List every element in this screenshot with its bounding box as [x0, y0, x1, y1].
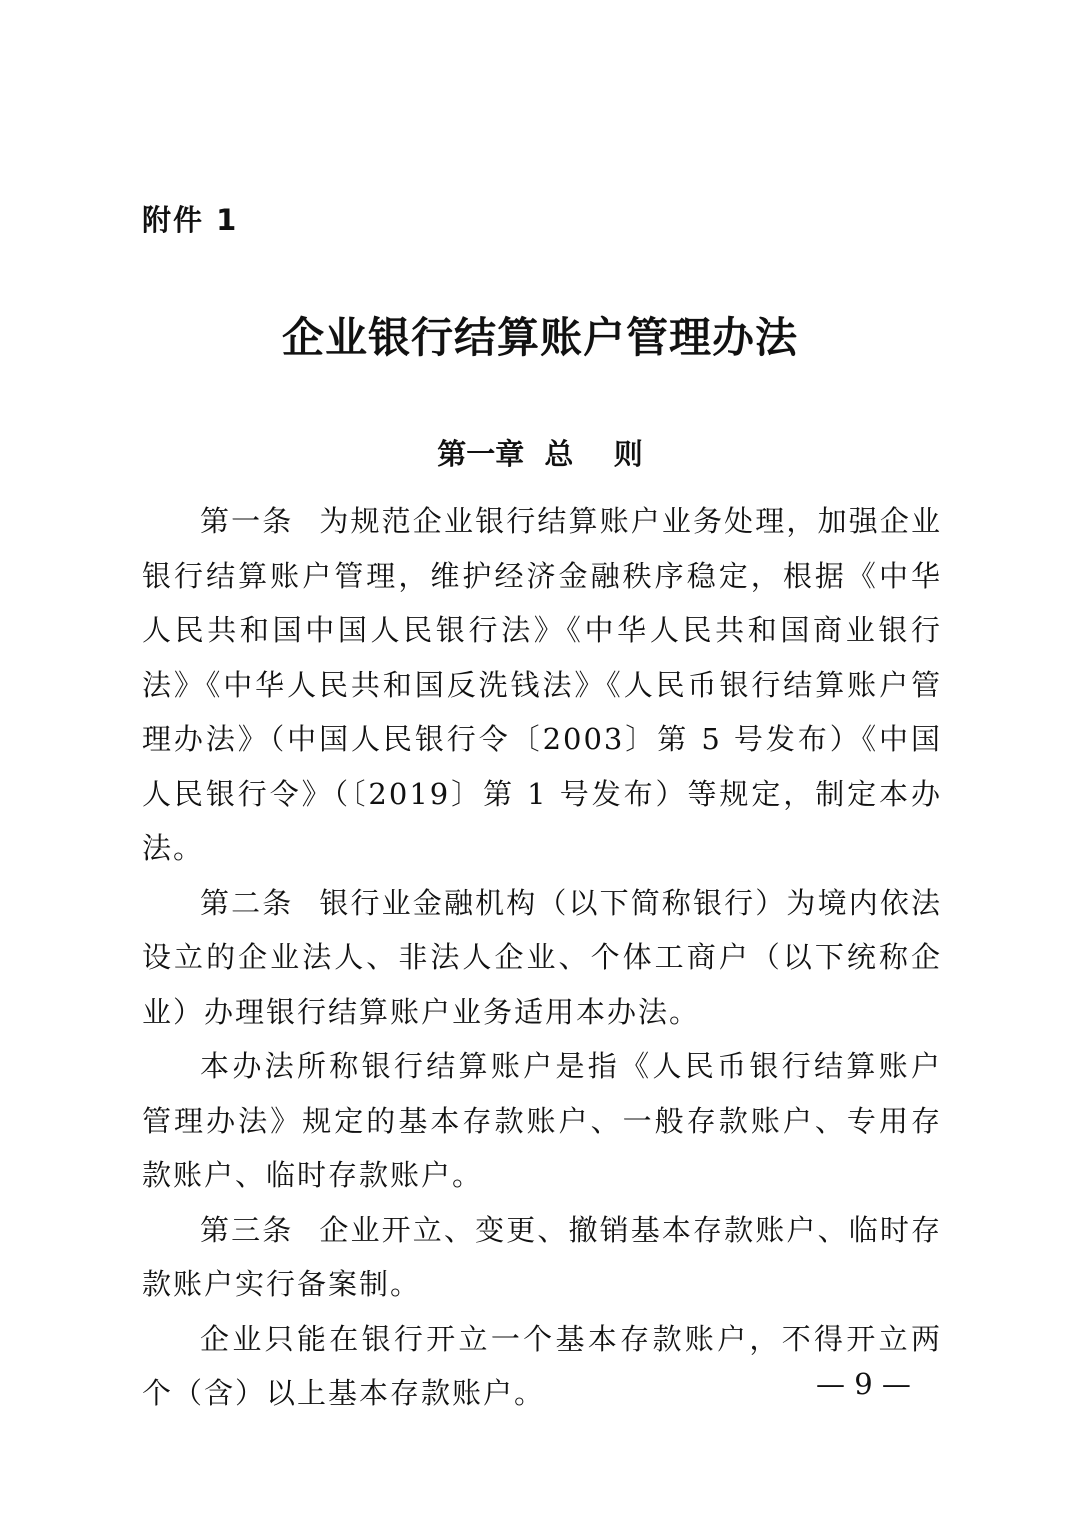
paragraph-article-2 — [142, 876, 942, 1040]
page-number: — 9 — — [816, 1367, 911, 1401]
document-title: 企业银行结算账户管理办法 — [281, 313, 798, 362]
article-number: 第三条 — [200, 1212, 294, 1247]
paragraph-article-1 — [142, 494, 942, 876]
paragraph-text: 企业只能在银行开立一个基本存款账户，不得开立两个（含）以上基本存款账户。 — [142, 1321, 942, 1410]
attachment-label: 附件 1 — [142, 203, 239, 237]
article-number: 第一条 — [200, 504, 294, 538]
article-number: 第二条 — [200, 885, 294, 920]
paragraph-text: 企业开立、变更、撤销基本存款账户、临时存款账户实行备案制。 — [142, 1212, 942, 1301]
paragraph-text: 本办法所称银行结算账户是指《人民币银行结算账户管理办法》规定的基本存款账户、一般存款账户、专用存款账户、临时存款账户。 — [142, 1049, 942, 1192]
paragraph-account-definition — [142, 1039, 942, 1203]
paragraph-article-3 — [142, 1203, 942, 1312]
chapter-heading: 第一章 总 则 — [437, 437, 643, 471]
document-body — [142, 494, 942, 1421]
paragraph-text: 银行业金融机构（以下简称银行）为境内依法设立的企业法人、非法人企业、个体工商户（以下统称企业）办理银行结算账户业务适用本办法。 — [142, 885, 942, 1029]
paragraph-text: 为规范企业银行结算账户业务处理，加强企业银行结算账户管理，维护经济金融秩序稳定，根据《中华人民共和国中国人民银行法》《中华人民共和国商业银行法》《中华人民共和国反洗钱法》《人民币银行结算账户管理办法》（中国人民银行令〔2003〕第 5 号发布）《中国人民银行令》（〔2019〕第 1 号发布）等规定，制定本办法。 — [142, 504, 942, 865]
